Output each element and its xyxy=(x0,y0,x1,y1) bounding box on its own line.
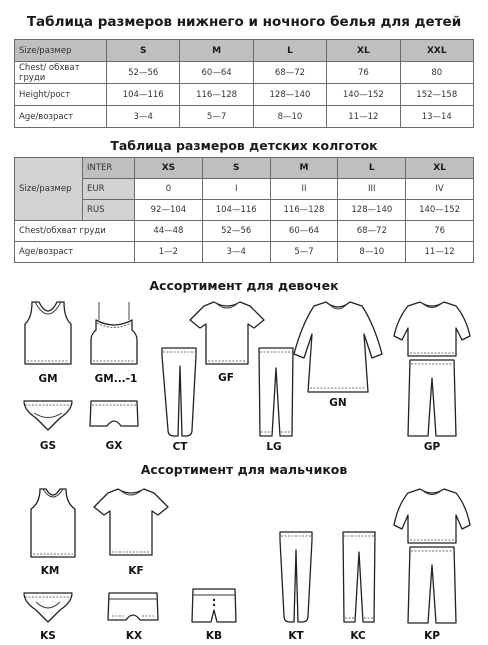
header-cell: XL xyxy=(327,40,400,62)
tshirt-icon xyxy=(92,485,170,559)
table-cell: 68—72 xyxy=(253,62,326,84)
garment-code: KT xyxy=(288,630,304,642)
table-cell: 5—7 xyxy=(180,106,253,128)
table-cell: 92—104 xyxy=(135,200,203,221)
header-cell: XXL xyxy=(400,40,473,62)
table-cell: 128—140 xyxy=(338,200,406,221)
table-cell: 116—128 xyxy=(180,84,253,106)
tank-top-icon xyxy=(22,300,74,366)
table-cell: 8—10 xyxy=(338,242,406,263)
girls-assortment-title: Ассортимент для девочек xyxy=(149,278,339,293)
table-cell: 116—128 xyxy=(270,200,338,221)
header-cell: L xyxy=(253,40,326,62)
size-system-label: RUS xyxy=(83,200,135,221)
garment-code: GN xyxy=(329,397,347,409)
garment-code: CT xyxy=(172,441,188,453)
header-cell: S xyxy=(107,40,180,62)
tights-size-table-title: Таблица размеров детских колготок xyxy=(110,138,378,153)
table-cell: 11—12 xyxy=(406,242,474,263)
table-cell: 3—4 xyxy=(202,242,270,263)
underwear-size-table-title: Таблица размеров нижнего и ночного белья для детей xyxy=(26,14,462,30)
leggings-icon xyxy=(256,346,296,438)
garment-code: GS xyxy=(39,440,57,452)
header-cell: XL xyxy=(406,158,474,179)
table-row xyxy=(15,62,474,84)
table-cell: 11—12 xyxy=(327,106,400,128)
row-label: Age/возраст xyxy=(15,242,135,263)
size-system-label: EUR xyxy=(83,179,135,200)
header-cell: XS xyxy=(135,158,203,179)
long-johns-icon xyxy=(340,530,378,624)
table-cell: 8—10 xyxy=(253,106,326,128)
row-label: Height/рост xyxy=(15,84,107,106)
garment-code: LG xyxy=(266,441,282,453)
garment-code: GM xyxy=(38,373,58,385)
nightgown-icon xyxy=(292,298,384,394)
header-cell: S xyxy=(202,158,270,179)
garment-code: KS xyxy=(40,630,56,642)
table-row xyxy=(15,221,474,242)
table-cell: 44—48 xyxy=(135,221,203,242)
garment-code: KX xyxy=(125,630,143,642)
row-label: Chest/обхват груди xyxy=(15,221,135,242)
table-cell: 60—64 xyxy=(270,221,338,242)
table-cell: 152—158 xyxy=(400,84,473,106)
garment-code: KP xyxy=(424,630,440,642)
table-row xyxy=(15,106,474,128)
garment-code: GF xyxy=(218,372,234,384)
table-cell: 80 xyxy=(400,62,473,84)
table-cell: 140—152 xyxy=(327,84,400,106)
size-system-label: INTER xyxy=(83,158,135,179)
header-cell: M xyxy=(270,158,338,179)
table-cell: 0 xyxy=(135,179,203,200)
table-cell: II xyxy=(270,179,338,200)
pajamas-icon xyxy=(392,298,472,438)
row-label: Age/возраст xyxy=(15,106,107,128)
table-cell: 13—14 xyxy=(400,106,473,128)
size-label-cell: Size/размер xyxy=(15,158,83,221)
table-cell: 76 xyxy=(406,221,474,242)
table-cell: 52—56 xyxy=(202,221,270,242)
camisole-icon xyxy=(88,300,140,366)
table-cell: 3—4 xyxy=(107,106,180,128)
garment-code: KM xyxy=(40,565,60,577)
table-cell: I xyxy=(202,179,270,200)
underwear-size-table xyxy=(14,39,474,128)
table-cell: 128—140 xyxy=(253,84,326,106)
header-cell: L xyxy=(338,158,406,179)
tights-icon xyxy=(158,346,200,438)
table-cell: III xyxy=(338,179,406,200)
row-label: Chest/ обхват груди xyxy=(15,62,107,84)
table-cell: 104—116 xyxy=(202,200,270,221)
trunks-icon xyxy=(106,590,160,624)
table-cell: 104—116 xyxy=(107,84,180,106)
tights-icon xyxy=(276,530,316,624)
tights-size-table xyxy=(14,157,474,263)
briefs-icon xyxy=(22,398,74,432)
table-header-row xyxy=(15,158,474,179)
briefs-icon xyxy=(22,590,74,624)
header-cell: Size/размер xyxy=(15,40,107,62)
table-cell: 140—152 xyxy=(406,200,474,221)
table-row xyxy=(15,84,474,106)
garment-code: GM...-1 xyxy=(94,373,138,385)
pajamas-icon xyxy=(392,485,472,625)
boys-assortment-title: Ассортимент для мальчиков xyxy=(140,462,348,477)
garment-code: KB xyxy=(205,630,223,642)
table-cell: 60—64 xyxy=(180,62,253,84)
table-row xyxy=(15,179,474,200)
boyshorts-icon xyxy=(88,398,140,432)
boxers-icon xyxy=(190,586,238,626)
table-cell: 52—56 xyxy=(107,62,180,84)
garment-code: GP xyxy=(423,441,441,453)
garment-code: GX xyxy=(105,440,123,452)
garment-code: KF xyxy=(128,565,144,577)
garment-code: KC xyxy=(350,630,366,642)
table-cell: 5—7 xyxy=(270,242,338,263)
table-cell: 76 xyxy=(327,62,400,84)
table-header-row xyxy=(15,40,474,62)
table-cell: 68—72 xyxy=(338,221,406,242)
table-cell: IV xyxy=(406,179,474,200)
table-cell: 1—2 xyxy=(135,242,203,263)
table-row xyxy=(15,200,474,221)
table-row xyxy=(15,242,474,263)
singlet-icon xyxy=(28,487,78,559)
header-cell: M xyxy=(180,40,253,62)
